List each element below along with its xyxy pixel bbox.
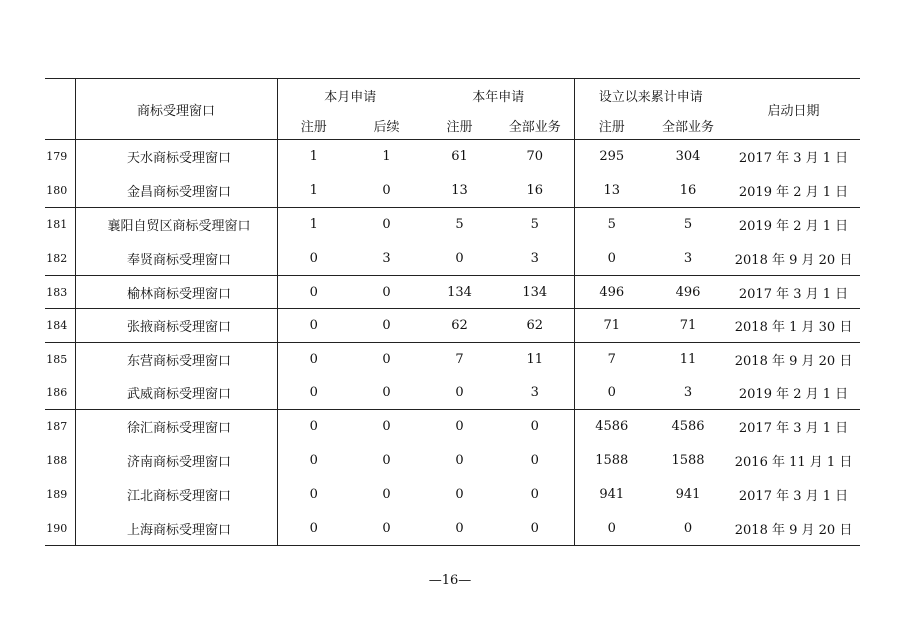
row-total-registration: 1588 (574, 444, 649, 478)
row-year-all-business: 16 (526, 182, 544, 198)
row-total-registration: 13 (574, 174, 649, 208)
row-total-all-business: 5 (649, 208, 727, 242)
table-row (45, 208, 860, 242)
row-number: 187 (45, 410, 75, 444)
row-year-registration: 0 (455, 453, 464, 468)
row-window-name: 东营商标受理窗口 (75, 343, 277, 376)
row-window-name: 济南商标受理窗口 (75, 444, 277, 478)
row-total-all-business: 3 (683, 250, 693, 266)
row-month-renewal: 0 (350, 343, 423, 376)
row-start-date: 2018 年 9 月 20 日 (727, 512, 860, 546)
header-year-group: 本年申请 (423, 79, 574, 112)
row-start-date: 2017 年 3 月 1 日 (738, 489, 849, 504)
row-start-date: 2016 年 11 月 1 日 (734, 455, 853, 470)
header-start-date: 启动日期 (727, 79, 860, 140)
row-window-name: 张掖商标受理窗口 (75, 309, 277, 343)
row-year-registration: 0 (455, 487, 464, 502)
table-row (45, 512, 860, 546)
table-row (45, 140, 860, 174)
row-month-renewal: 0 (382, 384, 391, 400)
row-start-date: 2018 年 1 月 30 日 (727, 309, 860, 343)
table-row (45, 242, 860, 276)
row-window-name: 上海商标受理窗口 (75, 512, 277, 546)
row-year-all-business: 0 (530, 453, 539, 468)
row-total-registration: 0 (574, 512, 649, 546)
row-window-name: 奉贤商标受理窗口 (75, 242, 277, 276)
row-total-all-business: 1588 (671, 453, 705, 468)
row-year-all-business: 3 (530, 250, 539, 266)
table-row (45, 309, 860, 343)
row-total-all-business: 941 (675, 487, 701, 502)
row-month-registration: 0 (277, 512, 350, 546)
row-year-all-business: 70 (496, 140, 574, 174)
row-month-registration: 0 (277, 242, 350, 276)
header-month-group: 本月申请 (277, 79, 423, 112)
row-number: 179 (45, 140, 75, 174)
table-row (45, 174, 860, 208)
row-total-registration: 7 (574, 343, 649, 376)
row-total-registration: 5 (574, 208, 649, 242)
row-total-registration: 496 (574, 276, 649, 309)
row-start-date: 2019 年 2 月 1 日 (727, 208, 860, 242)
table-row (45, 376, 860, 410)
row-month-renewal: 0 (382, 453, 391, 468)
row-year-registration: 7 (423, 343, 496, 376)
row-month-registration: 0 (277, 444, 350, 478)
row-total-registration: 941 (574, 478, 649, 512)
row-window-name: 金昌商标受理窗口 (75, 174, 277, 208)
row-month-registration: 0 (277, 376, 350, 410)
row-month-renewal: 0 (350, 276, 423, 309)
row-month-registration: 1 (277, 208, 350, 242)
row-number: 182 (46, 251, 68, 265)
row-year-all-business: 5 (496, 208, 574, 242)
row-month-registration: 0 (277, 343, 350, 376)
row-total-registration: 71 (574, 309, 649, 343)
row-year-all-business: 11 (496, 343, 574, 376)
page-number: —16— (428, 573, 472, 588)
row-window-name: 江北商标受理窗口 (75, 478, 277, 512)
row-window-name: 襄阳自贸区商标受理窗口 (75, 208, 277, 242)
table-row (45, 343, 860, 376)
row-number: 183 (45, 276, 75, 309)
row-number: 185 (45, 343, 75, 376)
row-total-registration: 295 (574, 140, 649, 174)
row-month-registration: 1 (277, 140, 350, 174)
row-year-all-business: 0 (530, 487, 539, 502)
row-year-registration: 5 (423, 208, 496, 242)
row-total-all-business: 16 (679, 182, 697, 198)
row-month-registration: 1 (277, 174, 350, 208)
header-month-registration: 注册 (277, 112, 350, 140)
row-month-renewal: 0 (350, 208, 423, 242)
row-month-renewal: 0 (350, 512, 423, 546)
row-total-all-business: 0 (649, 512, 727, 546)
row-window-name: 徐汇商标受理窗口 (75, 410, 277, 444)
row-number: 184 (45, 309, 75, 343)
row-window-name: 榆林商标受理窗口 (75, 276, 277, 309)
row-number: 190 (45, 512, 75, 546)
row-month-registration: 0 (277, 478, 350, 512)
row-year-registration: 61 (423, 140, 496, 174)
row-month-registration: 0 (277, 410, 350, 444)
row-number: 181 (45, 208, 75, 242)
header-year-all-business: 全部业务 (508, 119, 561, 135)
header-total-all-business: 全部业务 (662, 119, 715, 135)
row-total-registration: 0 (574, 242, 649, 276)
header-total-group: 设立以来累计申请 (574, 79, 727, 112)
table-row (45, 410, 860, 444)
row-window-name: 武威商标受理窗口 (75, 376, 277, 410)
row-year-all-business: 134 (496, 276, 574, 309)
row-number: 186 (46, 385, 68, 399)
row-start-date: 2017 年 3 月 1 日 (727, 410, 860, 444)
row-year-registration: 13 (451, 182, 468, 198)
row-start-date: 2017 年 3 月 1 日 (727, 276, 860, 309)
row-month-renewal: 0 (382, 182, 391, 198)
header-window: 商标受理窗口 (75, 79, 277, 140)
row-year-all-business: 62 (496, 309, 574, 343)
row-start-date: 2018 年 9 月 20 日 (734, 252, 853, 268)
row-month-renewal: 0 (350, 410, 423, 444)
row-month-registration: 0 (277, 309, 350, 343)
row-year-registration: 0 (423, 512, 496, 546)
header-number-cell (45, 79, 75, 140)
row-year-all-business: 0 (496, 512, 574, 546)
row-month-renewal: 1 (350, 140, 423, 174)
row-number: 180 (46, 183, 68, 197)
row-total-registration: 0 (574, 376, 649, 410)
trademark-window-table (45, 78, 860, 546)
row-total-all-business: 71 (649, 309, 727, 343)
row-month-registration: 0 (277, 276, 350, 309)
row-year-registration: 134 (423, 276, 496, 309)
row-total-registration: 4586 (574, 410, 649, 444)
header-month-renewal: 后续 (373, 119, 400, 135)
row-total-all-business: 4586 (649, 410, 727, 444)
row-number: 188 (46, 454, 68, 467)
row-total-all-business: 496 (649, 276, 727, 309)
row-year-all-business: 3 (530, 384, 539, 400)
row-total-all-business: 304 (649, 140, 727, 174)
row-start-date: 2019 年 2 月 1 日 (738, 386, 849, 402)
row-total-all-business: 3 (683, 384, 693, 400)
row-month-renewal: 0 (350, 309, 423, 343)
header-year-registration: 注册 (446, 119, 473, 135)
row-start-date: 2018 年 9 月 20 日 (727, 343, 860, 376)
table-row (45, 276, 860, 309)
row-month-renewal: 3 (382, 250, 391, 266)
table-row (45, 444, 860, 478)
row-total-all-business: 11 (649, 343, 727, 376)
row-number: 189 (46, 488, 68, 501)
row-year-all-business: 0 (496, 410, 574, 444)
row-window-name: 天水商标受理窗口 (75, 140, 277, 174)
row-start-date: 2017 年 3 月 1 日 (727, 140, 860, 174)
row-year-registration: 0 (455, 250, 464, 266)
table-row (45, 478, 860, 512)
row-month-renewal: 0 (382, 487, 391, 502)
row-year-registration: 62 (423, 309, 496, 343)
header-total-registration: 注册 (574, 112, 649, 140)
row-year-registration: 0 (455, 384, 464, 400)
row-year-registration: 0 (423, 410, 496, 444)
row-start-date: 2019 年 2 月 1 日 (738, 184, 849, 200)
